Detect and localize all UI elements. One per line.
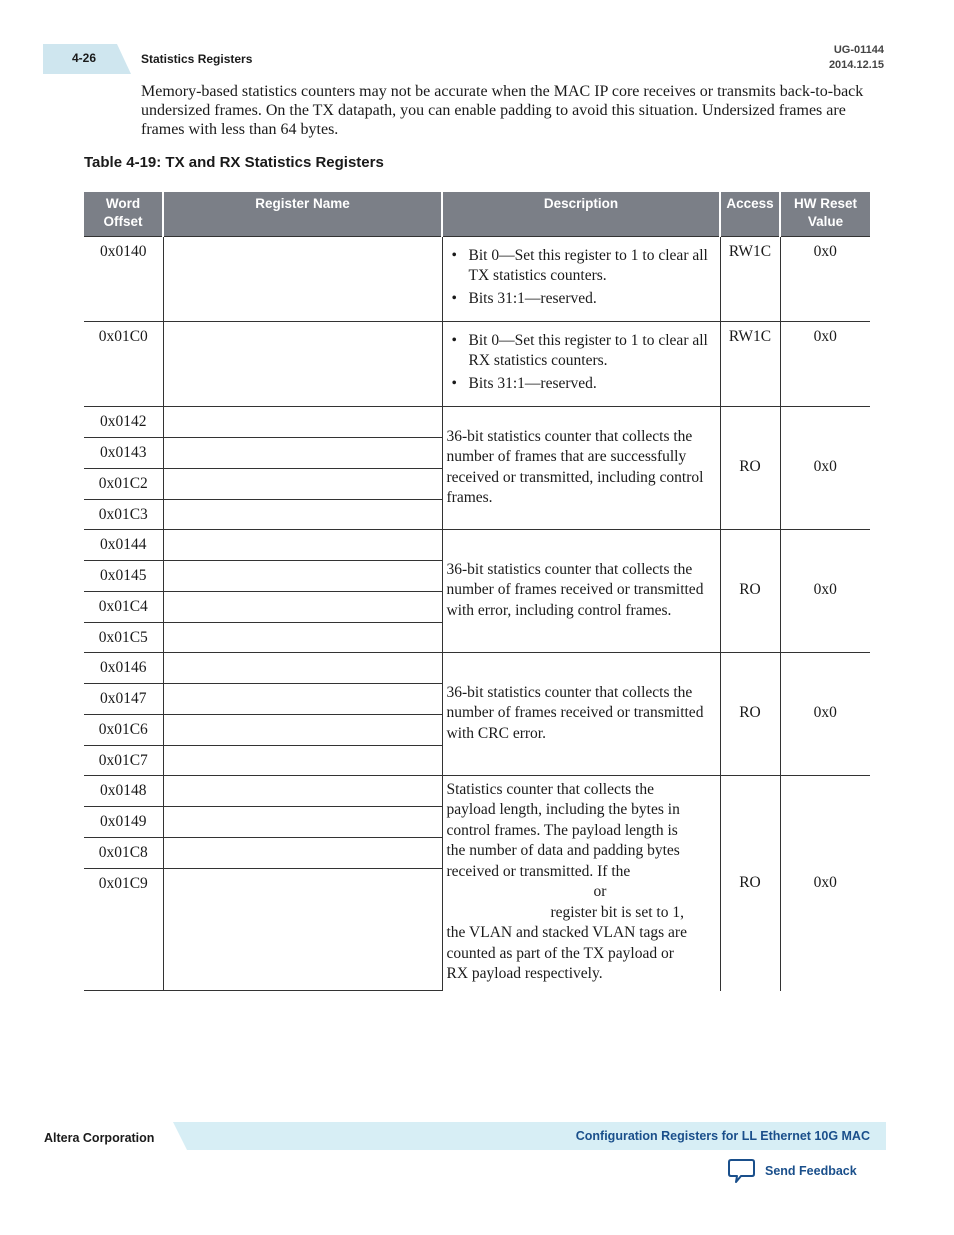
word-offset: 0x0143 [100,443,147,461]
col-header-access: Access [720,192,780,236]
word-offset: 0x0147 [100,689,147,707]
table-row [84,406,870,437]
footer-company: Altera Corporation [44,1131,155,1145]
speech-bubble-icon [727,1158,756,1184]
register-name-cell [163,622,442,652]
description-bullet: • Bits 31:1—reserved. [469,374,716,395]
table-row [84,236,870,321]
col-header-description: Description [442,192,720,236]
register-name-cell [163,837,442,868]
access-value: RO [720,652,780,775]
doc-date: 2014.12.15 [828,59,884,71]
register-name-cell [163,529,442,560]
register-name-cell [163,468,442,499]
col-header-name: Register Name [163,192,442,236]
register-name-cell [163,806,442,837]
description-line: payload length, including the bytes in [446,801,680,818]
doc-info [829,43,884,73]
reset-value: 0x0 [780,406,870,529]
description-cell [442,321,720,406]
register-name-cell [163,745,442,775]
description-bullet: • Bit 0—Set this register to 1 to clear all RX statistics counters. [469,331,716,372]
footer-doc-title: Configuration Registers for LL Ethernet 10G MAC [575,1129,870,1143]
description-cell [442,775,720,991]
access-value: RO [720,775,780,991]
word-offset: 0x01C3 [98,505,148,523]
description-cell: 36-bit statistics counter that collects the number of frames received or transmitted with error, including control frames. [442,529,720,652]
description-bullet: • Bits 31:1—reserved. [469,289,716,310]
word-offset: 0x0148 [100,781,147,799]
word-offset: 0x0149 [100,812,147,830]
reset-value: 0x0 [813,242,837,260]
access-value: RO [720,406,780,529]
table-title: Table 4-19: TX and RX Statistics Registers [84,154,384,171]
register-name-cell [163,591,442,622]
reset-value: 0x0 [780,529,870,652]
register-name-cell [163,775,442,806]
col-header-reset: HW Reset Value [780,192,870,236]
register-name-cell [163,683,442,714]
word-offset: 0x01C8 [98,843,148,861]
word-offset: 0x01C9 [98,874,148,892]
reset-value: 0x0 [780,775,870,991]
register-name-cell [163,868,442,991]
intro-paragraph: Memory-based statistics counters may not be accurate when the MAC IP core receives or transmits back-to-back undersized frames. On the TX datapath, you can enable padding to avoid this situation. Undersized frames are frames with less than 64 bytes. [141,83,864,138]
description-cell: 36-bit statistics counter that collects the number of frames received or transmitted with CRC error. [442,652,720,775]
statistics-registers-table [84,192,870,991]
register-name-cell [163,406,442,437]
table-row [84,775,870,806]
description-line: register bit is set to 1, [550,903,684,921]
doc-id: UG-01144 [833,44,884,56]
page-number: 4-26 [72,51,97,65]
description-line: Statistics counter that collects the [446,780,654,798]
table-row [84,652,870,683]
table-header-row [84,192,870,236]
description-line: the VLAN and stacked VLAN tags are [446,924,687,941]
word-offset: 0x01C4 [98,597,148,615]
description-line: or [593,883,607,900]
col-header-offset: Word Offset [84,192,163,236]
word-offset: 0x0140 [100,242,147,260]
word-offset: 0x01C6 [98,720,148,738]
word-offset: 0x01C0 [98,327,148,345]
description-cell: 36-bit statistics counter that collects the number of frames that are successfully received or transmitted, including control frames. [442,406,720,529]
description-cell [442,236,720,321]
word-offset: 0x0144 [100,535,147,553]
register-name-cell [163,652,442,683]
reset-value: 0x0 [780,652,870,775]
register-name-cell [163,714,442,745]
description-line: control frames. The payload length is [446,821,678,839]
word-offset: 0x0145 [100,566,147,584]
register-name-cell [163,236,442,321]
description-line: counted as part of the TX payload or [446,944,674,962]
register-name-cell [163,437,442,468]
access-value: RO [720,529,780,652]
table-row [84,321,870,406]
reset-value: 0x0 [813,327,837,345]
word-offset: 0x0142 [100,412,147,430]
word-offset: 0x0146 [100,658,147,676]
access-value: RW1C [728,242,772,260]
send-feedback-label: Send Feedback [765,1164,857,1178]
register-name-cell [163,560,442,591]
description-line: received or transmitted. If the [446,862,631,880]
word-offset: 0x01C2 [98,474,148,492]
register-name-cell [163,321,442,406]
word-offset: 0x01C5 [98,628,148,646]
send-feedback-link[interactable] [727,1158,857,1184]
register-name-cell [163,499,442,529]
description-line: RX payload respectively. [446,965,603,982]
access-value: RW1C [728,327,772,345]
description-bullet: • Bit 0—Set this register to 1 to clear all TX statistics counters. [469,246,716,287]
section-title: Statistics Registers [141,52,253,66]
description-line: the number of data and padding bytes [446,842,680,859]
table-row [84,529,870,560]
word-offset: 0x01C7 [98,751,148,769]
